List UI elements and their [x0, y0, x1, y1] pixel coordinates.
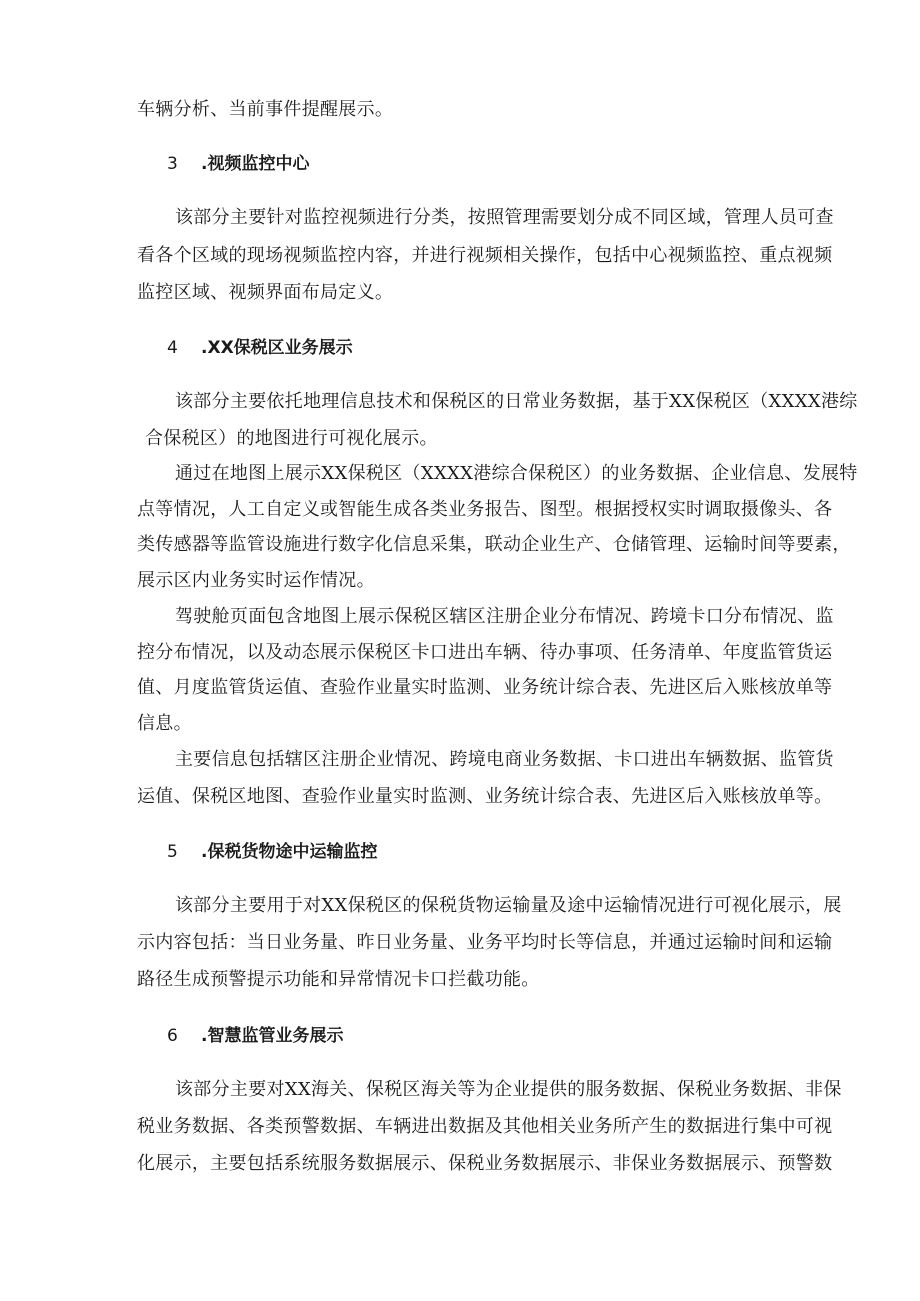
paragraph-line: 值、月度监管货运值、查验作业量实时监测、业务统计综合表、先进区后入账核放单等: [137, 677, 833, 698]
paragraph-line: 化展示，主要包括系统服务数据展示、保税业务数据展示、非保业务数据展示、预警数: [137, 1153, 833, 1174]
paragraph-line: 该部分主要针对监控视频进行分类，按照管理需要划分成不同区域，管理人员可查: [175, 207, 834, 228]
paragraph-line: 看各个区域的现场视频监控内容，并进行视频相关操作，包括中心视频监控、重点视频: [137, 245, 833, 266]
paragraph-line: 信息。: [137, 713, 192, 734]
section-title: .XX保税区业务展示: [201, 338, 353, 358]
paragraph-line: 点等情况，人工自定义或智能生成各类业务报告、图型。根据授权实时调取摄像头、各: [137, 499, 833, 520]
paragraph-line: 监控区域、视频界面布局定义。: [137, 282, 394, 303]
section-title: .视频监控中心: [201, 154, 310, 174]
paragraph-line: 示内容包括：当日业务量、昨日业务量、业务平均时长等信息，并通过运输时间和运输: [137, 932, 833, 953]
section-number: 4: [167, 338, 178, 358]
paragraph-line: 展示区内业务实时运作情况。: [137, 570, 375, 591]
paragraph-line: 该部分主要依托地理信息技术和保税区的日常业务数据，基于XX保税区（XXXX港综: [175, 391, 858, 412]
paragraph-line: 运值、保税区地图、查验作业量实时监测、业务统计综合表、先进区后入账核放单等。: [137, 786, 833, 807]
paragraph-line: 该部分主要对XX海关、保税区海关等为企业提供的服务数据、保税业务数据、非保: [175, 1079, 842, 1100]
paragraph-line: 通过在地图上展示XX保税区（XXXX港综合保税区）的业务数据、企业信息、发展特: [175, 463, 858, 484]
paragraph-line: 驾驶舱页面包含地图上展示保税区辖区注册企业分布情况、跨境卡口分布情况、监: [175, 606, 834, 627]
paragraph-line: 类传感器等监管设施进行数字化信息采集，联动企业生产、仓储管理、运输时间等要素，: [137, 534, 851, 555]
section-heading-4: [167, 336, 353, 360]
section-number: 6: [167, 1026, 178, 1046]
paragraph-line: 路径生成预警提示功能和异常情况卡口拦截功能。: [137, 969, 540, 990]
section-number: 5: [167, 842, 178, 862]
paragraph-line: 合保税区）的地图进行可视化展示。: [145, 428, 438, 449]
paragraph-line: 该部分主要用于对XX保税区的保税货物运输量及途中运输情况进行可视化展示，展: [175, 895, 842, 916]
paragraph-line: 控分布情况，以及动态展示保税区卡口进出车辆、待办事项、任务清单、年度监管货运: [137, 642, 833, 663]
paragraph-line: 税业务数据、各类预警数据、车辆进出数据及其他相关业务所产生的数据进行集中可视: [137, 1116, 833, 1137]
section-heading-3: [167, 152, 309, 176]
section-heading-5: [167, 840, 377, 864]
section-number: 3: [167, 154, 178, 174]
section-heading-6: [167, 1024, 343, 1048]
section-title: .智慧监管业务展示: [201, 1026, 344, 1046]
paragraph-line: 主要信息包括辖区注册企业情况、跨境电商业务数据、卡口进出车辆数据、监管货: [175, 749, 834, 770]
section-title: .保税货物途中运输监控: [201, 842, 378, 862]
paragraph-continuation-line: 车辆分析、当前事件提醒展示。: [137, 99, 394, 120]
